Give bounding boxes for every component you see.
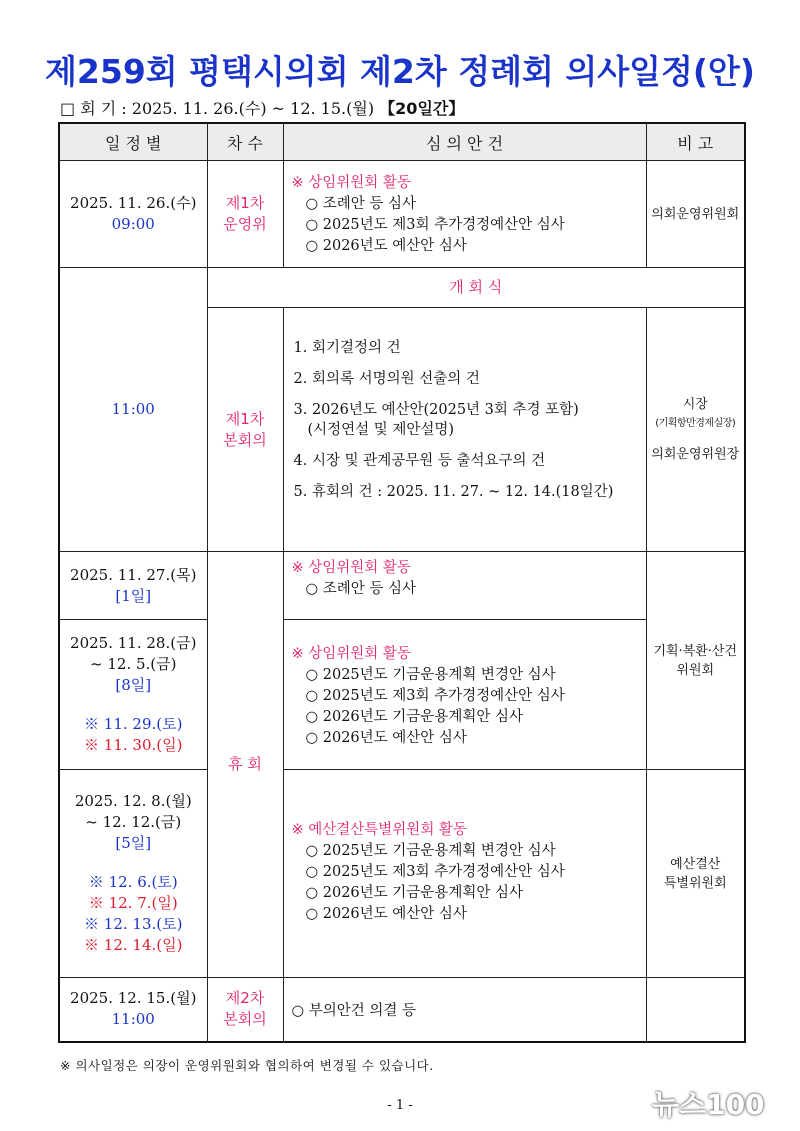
agenda-item: 3. 2026년도 예산안(2025년 3회 추경 포함) bbox=[293, 402, 579, 418]
date-cell bbox=[59, 770, 207, 978]
agenda-item: 5. 휴회의 건 : 2025. 11. 27. ~ 12. 14.(18일간) bbox=[293, 484, 614, 500]
time: 11:00 bbox=[111, 1010, 155, 1029]
order-line: 제2차 bbox=[225, 989, 265, 1008]
days-count: [1일] bbox=[115, 586, 152, 605]
agenda-heading: ※ 상임위원회 활동 bbox=[291, 646, 411, 662]
agenda-item: 1. 회기결정의 건 bbox=[293, 340, 401, 356]
time-cell: 11:00 bbox=[59, 268, 207, 552]
weekend-sun: ※ 12. 14.(일) bbox=[84, 936, 183, 954]
agenda-item: ○ 2026년도 예산안 심사 bbox=[305, 238, 467, 254]
agenda-item: ○ 2026년도 예산안 심사 bbox=[305, 730, 467, 746]
agenda-item: ○ 2026년도 예산안 심사 bbox=[305, 906, 467, 922]
order-cell bbox=[207, 161, 283, 268]
page-number: - 1 - bbox=[387, 1098, 413, 1113]
agenda-item: ○ 2025년도 제3회 추가경정예산안 심사 bbox=[305, 864, 565, 880]
schedule-table bbox=[58, 122, 746, 1043]
agenda-item: ○ 2026년도 기금운용계획안 심사 bbox=[305, 709, 523, 725]
agenda-item: ○ 조례안 등 심사 bbox=[305, 581, 417, 597]
remarks-line: (기획항만경제실장) bbox=[655, 418, 736, 429]
date-to: ~ 12. 12.(금) bbox=[85, 813, 182, 831]
recess-cell: 휴 회 bbox=[207, 552, 283, 978]
remarks-line: 기획·복환·산건 bbox=[653, 643, 738, 659]
page-title: 제259회 평택시의회 제2차 정례회 의사일정(안) bbox=[45, 52, 755, 91]
table-row bbox=[59, 161, 745, 268]
remarks-cell: 의회운영위원회 bbox=[646, 161, 745, 268]
weekend-sat: ※ 12. 13.(토) bbox=[84, 915, 183, 933]
order-line: 운영위 bbox=[223, 215, 267, 233]
agenda-cell bbox=[283, 161, 646, 268]
agenda-cell bbox=[283, 770, 646, 978]
table-header-row bbox=[59, 123, 745, 161]
days-count: [8일] bbox=[115, 676, 152, 694]
weekend-sat: ※ 11. 29.(토) bbox=[84, 715, 183, 733]
order-line: 제1차 bbox=[225, 409, 265, 428]
remarks-line: 위원회 bbox=[676, 662, 715, 678]
session-days: 【20일간】 bbox=[379, 99, 465, 118]
footnote: ※ 의사일정은 의장이 운영위원회와 협의하여 변경될 수 있습니다. bbox=[60, 1058, 434, 1073]
time: 09:00 bbox=[111, 215, 155, 233]
agenda-item: 4. 시장 및 관계공무원 등 출석요구의 건 bbox=[293, 453, 546, 469]
date-to: ~ 12. 5.(금) bbox=[90, 655, 177, 673]
table-row bbox=[59, 268, 745, 308]
remarks-line: 시장 bbox=[682, 397, 708, 412]
date-cell bbox=[59, 620, 207, 770]
agenda-item: ○ 2026년도 기금운용계획안 심사 bbox=[305, 885, 523, 901]
header-remarks: 비 고 bbox=[646, 123, 745, 161]
order-line: 본회의 bbox=[223, 430, 267, 449]
order-cell bbox=[207, 978, 283, 1042]
days-count: [5일] bbox=[115, 834, 152, 852]
agenda-item-sub: (시정연설 및 제안설명) bbox=[307, 422, 455, 438]
header-date: 일 정 별 bbox=[59, 123, 207, 161]
date: 2025. 11. 27.(목) bbox=[70, 565, 197, 584]
agenda-item: ○ 부의안건 의결 등 bbox=[283, 978, 646, 1042]
remarks-line: 예산결산 bbox=[670, 856, 721, 872]
weekend-sun: ※ 12. 7.(일) bbox=[88, 894, 178, 912]
agenda-heading: ※ 상임위원회 활동 bbox=[291, 560, 411, 576]
date: 2025. 11. 26.(수) bbox=[70, 194, 197, 212]
order-line: 제1차 bbox=[225, 194, 265, 212]
order-cell bbox=[207, 308, 283, 552]
agenda-item: ○ 2025년도 기금운용계획 변경안 심사 bbox=[305, 843, 556, 859]
date: 2025. 12. 15.(월) bbox=[70, 989, 197, 1008]
watermark-logo: 뉴스100 bbox=[652, 1088, 765, 1121]
weekend-sun: ※ 11. 30.(일) bbox=[84, 736, 183, 754]
session-period bbox=[60, 96, 464, 119]
date-cell bbox=[59, 552, 207, 620]
agenda-item: 2. 회의록 서명의원 선출의 건 bbox=[293, 371, 480, 387]
remarks-cell bbox=[646, 978, 745, 1042]
agenda-cell bbox=[283, 308, 646, 552]
session-period-label: □ 회 기 : 2025. 11. 26.(수) ~ 12. 15.(월) bbox=[60, 99, 375, 118]
date: 2025. 12. 8.(월) bbox=[74, 792, 192, 810]
agenda-heading: ※ 상임위원회 활동 bbox=[291, 175, 411, 191]
date-cell bbox=[59, 978, 207, 1042]
remarks-cell bbox=[646, 552, 745, 770]
order-line: 본회의 bbox=[223, 1010, 267, 1029]
table-row bbox=[59, 978, 745, 1042]
agenda-cell bbox=[283, 552, 646, 620]
date-cell bbox=[59, 161, 207, 268]
remarks-cell bbox=[646, 770, 745, 978]
remarks-line: 특별위원회 bbox=[663, 875, 727, 891]
agenda-heading: ※ 예산결산특별위원회 활동 bbox=[291, 822, 467, 838]
weekend-sat: ※ 12. 6.(토) bbox=[88, 873, 178, 891]
remarks-line: 의회운영위원장 bbox=[651, 447, 740, 462]
header-agenda: 심 의 안 건 bbox=[283, 123, 646, 161]
table-row bbox=[59, 770, 745, 978]
table-row bbox=[59, 552, 745, 620]
agenda-cell bbox=[283, 620, 646, 770]
header-order: 차 수 bbox=[207, 123, 283, 161]
table-row bbox=[59, 620, 745, 770]
agenda-item: ○ 2025년도 제3회 추가경정예산안 심사 bbox=[305, 217, 565, 233]
opening-ceremony: 개 회 식 bbox=[207, 268, 745, 308]
agenda-item: ○ 2025년도 기금운용계획 변경안 심사 bbox=[305, 667, 556, 683]
remarks-cell bbox=[646, 308, 745, 552]
agenda-item: ○ 2025년도 제3회 추가경정예산안 심사 bbox=[305, 688, 565, 704]
agenda-item: ○ 조례안 등 심사 bbox=[305, 196, 417, 212]
date: 2025. 11. 28.(금) bbox=[70, 634, 197, 652]
